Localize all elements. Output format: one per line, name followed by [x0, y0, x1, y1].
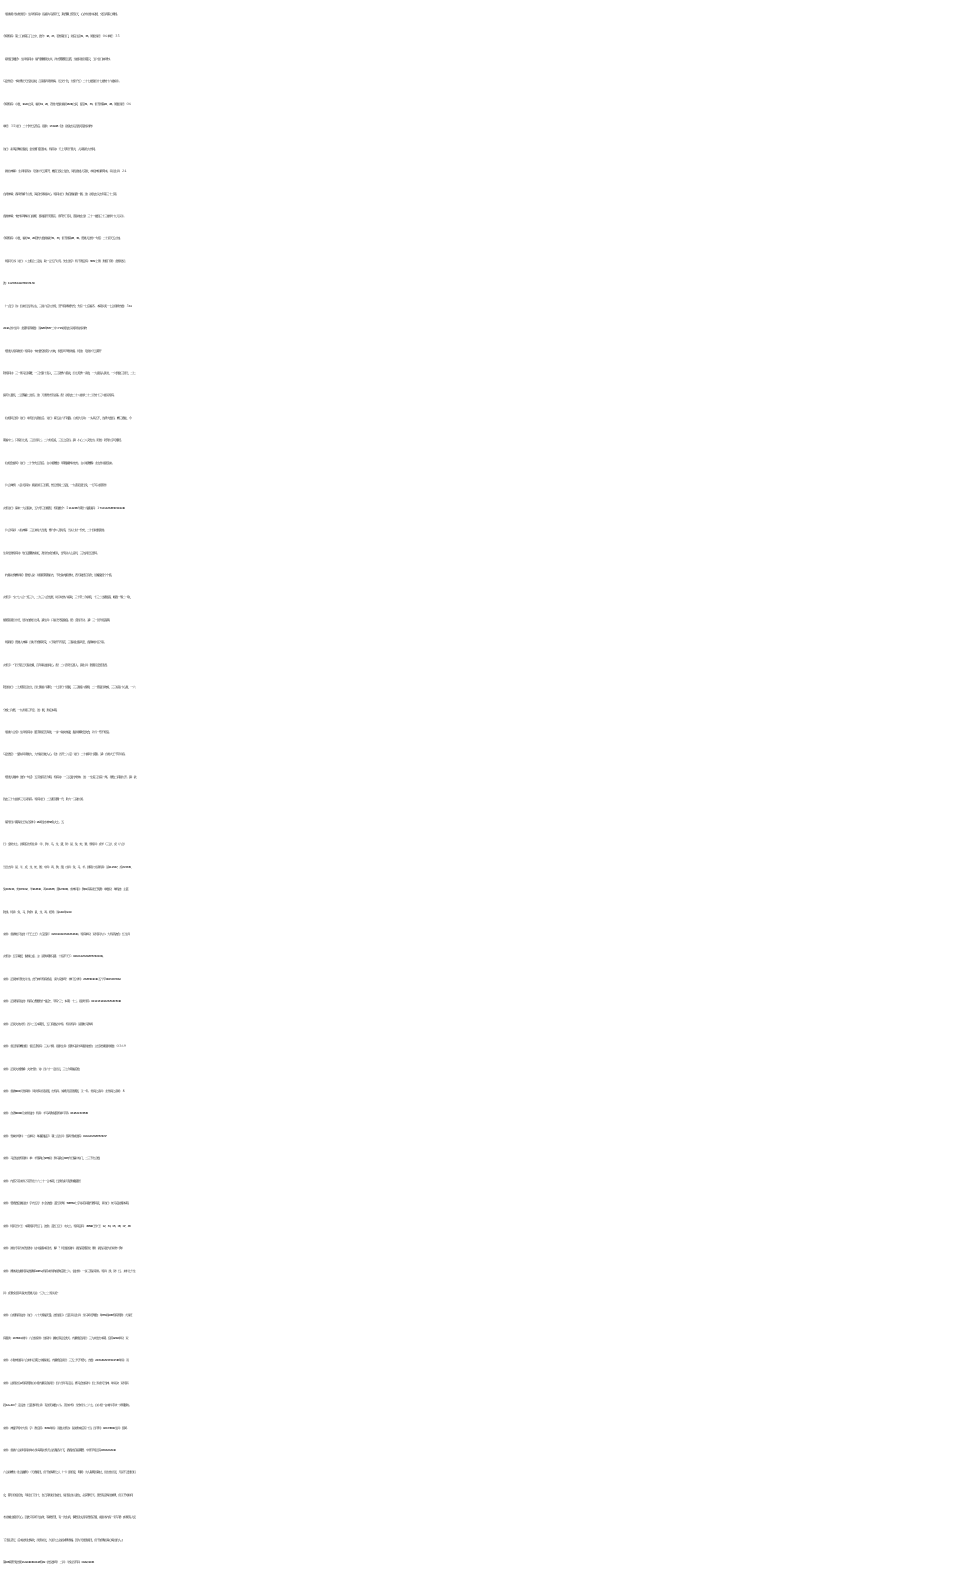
text-line: （香港黄大仙救世报）：生肖特码诗：指鹿为马惑帝王，欺君瞒上阳包天，心存忤逆执权柄，交臣武职心惕惶。 [3, 12, 120, 16]
text-line: 来料：正版火烧图解：火烧“猪”。诗：四六十一走好运，三七今期看后数 [3, 1066, 80, 1071]
text-line: 女，都乐於接近他，年龄过了四十，自己深知好淫成性，常淫乱他人妻女，必获罪於天。虽然有意悔过補罪，但又不知如何 [3, 1492, 133, 1497]
text-line: 六合彩精选《生活幽默》：《天道祸淫，但不加悔罪之人（一）》郎伦爱，明朝：为人聪明而敏达，但生性好淫，凡是不正经的妇 [3, 1470, 136, 1475]
text-line: 今期特码：小数，10-20之间，看好19、20，若转大数则看好26-36之间，留意31、33。但不排除22、28。尾数双旺：０６ [3, 101, 131, 106]
text-line: 来料：正版火烧玄机：四六二五本期连，五门有数必中特。 特双 特肖：鼠猪蛇马狗鸡 [3, 1021, 93, 1026]
text-line: 当日吉肖：鼠、牛、虎、龙、蛇、猴；中肖：鸡、狗、猪；凶肖：兔、马、羊。排期公式杀特肖：鼠11 23 47、虎21 33 45、 [3, 864, 133, 869]
text-line: 段:12+40=？ 走运波：红蓝 参考生肖：有加无减数八斗。见诗中特：龙争虎斗二六七。白小姐一言来料:手执一斧两脚夹。 [3, 1403, 132, 1408]
text-line: 玄机字：“飞”万里云天春北翼，百年事业始同心。 配：二八形势五喜人。 猜生肖：图泰民安感圣君。 [3, 662, 109, 667]
text-line: 来料：小财神送码:六合来料:云雾之中献彩虹。内幕绝密消息：三五二代不相欠。吉数：24 15 26 29 33 34 47 48 单双：双 [3, 1358, 129, 1363]
text-line: 来料：白姐特码信封：诗曰：八十大筹福无量。波色提示：红蓝 幸运生肖：龙马鸡 旺尾数：单379双048 特码预测：大双旺 [3, 1313, 132, 1318]
text-line: 香港神算；“暖”和风舞动门前柳，喜雨催开苑里花。（挥笔天飞凤，落铁地生金）三十一楼到三十三楼拿十九元买牛。 [3, 213, 126, 218]
text-line: 了淫乱恶行，后来能知过悔改，改善补过，久而久之必能减罪得福。因为天道虽祸淫，但不加罪能真心悔过的人。] [3, 1537, 123, 1542]
text-line: 来料：港台专家分析发财诗：枯木逢春本回光。 解：？ 特送欲钱料：欲钱花园里找（猴） 欲钱买最大的动物（狗） [3, 1246, 125, 1251]
text-line: 单旺：３５ 诗曰：二十争先五恐后。 提供：13 19 28（送：欲钱去买活泼可爱的动物） [3, 124, 94, 129]
text-line: 钱去三十九楼拿三元买特码。 特码诗曰：二五相见骤一升，助力一三碰九尾。 [3, 797, 85, 802]
text-line: （白姐风云榜）诗曰：单见四九跟在后。 诗曰：算五业六不同路。 白姐大行动：一头串五不，选择大数四。 精三通能，今 [3, 415, 132, 420]
text-line: 诗曰：彩凤起舞迎春到，金龙腾飞报喜来。 特码诗：天上月明千里共，人间春色九州同。 [3, 146, 97, 151]
text-line: 波：11 23 45 14 22 38 13 31 39 [3, 281, 35, 286]
text-line: （曾道人特码救世）特码诗：“映”碧空艳阳八方映，牧笛声声歌欢唱。 特送：月到中天云雾开 [3, 348, 102, 353]
text-lines [3, 3, 957, 1574]
text-line: （曾道人赌神）送你一句话：五字送码还今期。 特码诗：一三反复守乾坤。 送：一生爱三四着一尾。 得数二码错九开。猜：欲 [3, 774, 137, 779]
text-line: 行：金防水土。 排期应出特生肖：（牛、狗）、马、龙、猪，防：鼠、兔、蛇、猴、弱特肖：虎羊（三合）、虎（六合） [3, 842, 127, 847]
text-line: 来料：特码王中王：本期特码开五门。 波色：蓝红 五行：木火土。 特码密码： 45896 王中王：12、34、05、08、07、48 [3, 1223, 131, 1228]
text-line: 24 42 必中生肖：龙猪 特码尾数：双628 单537 二中 :: 7 13 欲钱去买闲似仙的动物 [3, 326, 87, 331]
text-line: 生肖发财特码诗：软玉温馨披彩虹，离龙坎虎自相从，含笑动人心意切，三次消息五更风。 [3, 550, 100, 555]
text-line: 来料：香港6000元传真料：风吹草动见鼠猪，出特肖。 嫦娥月宫思情郎，又一年。 传真之杀肖：龙 传真之杀尾：８ [3, 1089, 125, 1093]
text-line: 来料：曾道透密画信封：宇内五行：水 金 波数：蓝红 防尾：598764 七字诗:花间蜜约图风流，肖诗曰：蛇马定能爆本期。 [3, 1201, 131, 1206]
text-line: 才能補过挽回天心。因此只有听天由命，等候惩罚，有一次生病，偶然读文昌帝君感应篇，看到书内有一页写著：[如果有人犯 [3, 1515, 136, 1520]
text-line: 来料：内部万花来料 万花开在十六二十一合本期，红绿色彩尽显狗藏猪居 [3, 1178, 81, 1183]
text-line: 肖：虎 猴 兔 猪 鸡 鼠 蛇 曾道人说：“三九二二特头奖” [3, 1290, 58, 1295]
text-line: 第045期开奖结果 21-42-46-36-04-16特09（此仅参考） 二肖：牛兔 四平码：09-42, 16-36 [3, 1560, 94, 1565]
text-line: 摘芳九嘉奖，二五赐爵二封官。送：万道毫光帝业基。配：欲钱去二十八楼拿二十二元转十三六楼买特码。 [3, 393, 116, 398]
text-line: 来料：香港六合彩特码供:单小绿 每期玄机:无山四雁各分飞，酒香浓后暗潮腮。 中原平特五码:03 18 22 29 40 [3, 1448, 116, 1452]
text-line: 来料：台湾60000元来料信封：特肖：羊马鸡狗鼠猪 特单 平码：06 18 21 30 38 45 [3, 1111, 88, 1116]
text-line: 来料：正版特码信封：特码心想要找个“宴会”，平码“三”，本期：十二。 提供号码：02 12 13 14 16 23 25 26 35 46 [3, 999, 121, 1004]
text-line: （内幕玄机精华版）曾道人说：冲锋陷阵跑前方，不吃鱼肉跑得快，西天取经它有份，妖魔鬼怪个个慌。 [3, 572, 114, 577]
text-line: （第零四六期海龙王综合资料）26鸡金水神32兔火土。五 [3, 819, 64, 824]
text-line: （特码天书）诗曰：八七相合二走俏，取一合五子对月。先生送字：特 不离密码：3672 上策：狗猪 下策：龙猴 财运 [3, 258, 125, 263]
text-line: 郁郁葱葱四十旺，居功自傲四七吼。猜生肖：口说无凭爱偷盗。配：觅而无功。 猜：三一回升报高潮。 [3, 617, 112, 622]
text-line: 来料：法师论坛※特码预测:白小姐内幕亲身消息：四六当年有走运。赛马会独家料：四二和龙可当神。单双决：双 特码 [3, 1380, 129, 1385]
text-line: 来料：马会信封特别料：单：羊猪鸡[合978]双：狗马鼠[合947]今日偏中东门，二三不出合数 [3, 1156, 100, 1161]
text-line: 今期特码：小数，看好10、20若转大数则看好31、33，但不排除28、36。曾道人送你一句话：二十顶天五立地。 [3, 236, 122, 241]
text-line: （白姐急旋风）诗曰：二十争先五恐后。 白小姐赠送：环眼圆睁似电光。 白小姐赠赐：龙女传书踏浪来。 [3, 460, 115, 465]
text-line: （六合禅机）八卦灵码诗：疏星淡月三四陈，愁云恨雨二五面，一九燕足留红线，一行写入相思传 [3, 483, 107, 488]
text-line: （六合风彩）八仙神算：三五来时九当道，博六争八及时造，当头七时一份光，二十四时倒流转。 [3, 528, 107, 533]
text-line: 台湾神算；春风终解千山雪，海浪长调雨岸心。特码诗曰：狗后猴前跑一圈。送：欲钱去买去年第三十二期。 [3, 191, 119, 196]
text-line: 来料：香江特码精选报：香江话特码：三头六臂。 提供生肖：猪狗马鼠羊鸡提供波色：主红防绿提供尾数：０３６９ [3, 1044, 126, 1049]
text-line: 马会透密：一路东风乘骏力，九州丽日暖人心。（送：四开二八定）诗曰：二十捕风十捉影。 猜：自称大王不带兵将。 [3, 752, 127, 757]
text-line: （特新报）曾道人神算：四时不绝稀奇景，八节常开罕见花，三春雨过春风至，香满城中百万家。 [3, 640, 107, 645]
text-line: 来料：神童平特中大奖：字：教 密码：3039 单双：双数 玄机诗：鼠来狗来后有一四。四平特：02 13 38 46 生肖：猪鸡 [3, 1425, 127, 1430]
text-line: 玄机诗曰：算来一九运程来，五与零三四相配。 特别推介：５ 11 22 48 今期十大赢钱码：１ 7 12 14 23 28 30 34 41 46 [3, 505, 125, 510]
text-line: （一点红）诗：四来四五伴左右，三前六后九出特，怒气吼哮闹纷纷，先有一七后看齐。 本期头奖一七合 拖牌吉数：５ 11 [3, 303, 132, 308]
text-line: （新濠江赌经）：生肖特码诗：瑞气腾腾锁太华，祥光霭霭照云霞，龙楼凤阁寻霄汉，玉户金门映翠纱。 [3, 56, 112, 61]
text-line: 分娩二许愿，一九祈祷三平安。 送：猴，狗定本期。 [3, 707, 59, 712]
text-line: 码提供：20 38 44 来料：六合独家料：独家料：画蛇添足反类犬。内幕绝密消息：三九来发出本期。密码4219 单双：双 [3, 1335, 128, 1340]
text-line: 来料：正版神灯禁支:牛龙。此乃神灯特码绝杀，请大家参考！ 神灯五中特：23 28 36 40 46 .五个平:06 15 18 33 42. [3, 976, 121, 981]
text-line: 来料：裸体美女献特码{准确率100%}特码来料:狗前狗后跟二六。 信封料：一步三思彩家料。特肖：绿、防：红。 来料七个生 [3, 1268, 136, 1273]
text-line: 玄机字：“幺”七八合一连三六，二九三八会发展，时冷时热六喑取，三十带二今欲吼，十三二七赌最高，略胜一筹二一取， [3, 595, 133, 600]
text-line: 防绿。特肖：兔、马、狗 防：鼠、龙、鸡。旺尾：双0-4-6 单1-3-9 [3, 909, 72, 914]
text-line: （港台神算）：生肖特码诗：月到中天云雾开，蟾宫玉兔上瑶台，凤阁龙楼人景致，恭迎神仙鹤驾来。幸运生肖：２４ [3, 169, 127, 174]
text-line: （香港六合皇）生肖特码诗：胝手胼足苦奔驰，一步一喘实惨凄，掘井耕锄安饮食，功亏一篑不相宜。 [3, 730, 112, 734]
text-line: 玄机诗：五字真经，做贼心虚。主：鼠狗鸡猴马猪。 十指平天下：04 10 14 23 24 28 35 36 40 46。 [3, 954, 105, 959]
text-line: 期看中二。只等四七逃，三五好码二。二六知名追，三五之后四。猜：小心二八突发出。附送：同列九字可爆旺。 [3, 438, 124, 443]
text-line: 来料：香港地下信封《千王之王》:九宝莲灯：02 04 10 22 23 24 25 26 40。 特码单双：双 特码大小：大 特码波色：红 生肖 [3, 931, 130, 936]
text-line: 马会传密：“梅”渭北天长孙远树，江南春早寄寒梅。（五光十色，尤紫千红）二十七楼到四十七楼转十六楼看牛。 [3, 79, 122, 84]
text-line: 附送诗曰：二七相思五挂念，四七翘首六期盼，一七回归一团圆，三三甜蜜八缠绵，二一恩爱四欢畅，三三标脸十心甜，一六 [3, 685, 136, 690]
text-line: 兔20 32 44、蛇18 30 42、羊16 28 40、鸡14 26 38、猪12 36 48。求神问卦：狗01 码海龙王预测：单数双：单特波：主蓝 [3, 887, 128, 892]
text-line: 附特码诗：三一策马五杨鞭，一三长驱十直入，三三骁勇六善战，四七英勇一杀敌，一九直捣入黄龙，一六凯旋三回归，二七 [3, 371, 136, 375]
text-line: 来料：雪域中特料：一点单双：单 赢钱猛字：尊二点生肖：猪鸡 雪域送码：01 10 22 23 28 35 36 37 [3, 1133, 107, 1138]
text-line: 今期特码：第二门或第三门之中，推介：16、27。若转第四门，则应注意31、33。尾数双旺：０６ 单旺：３５ [3, 34, 120, 39]
